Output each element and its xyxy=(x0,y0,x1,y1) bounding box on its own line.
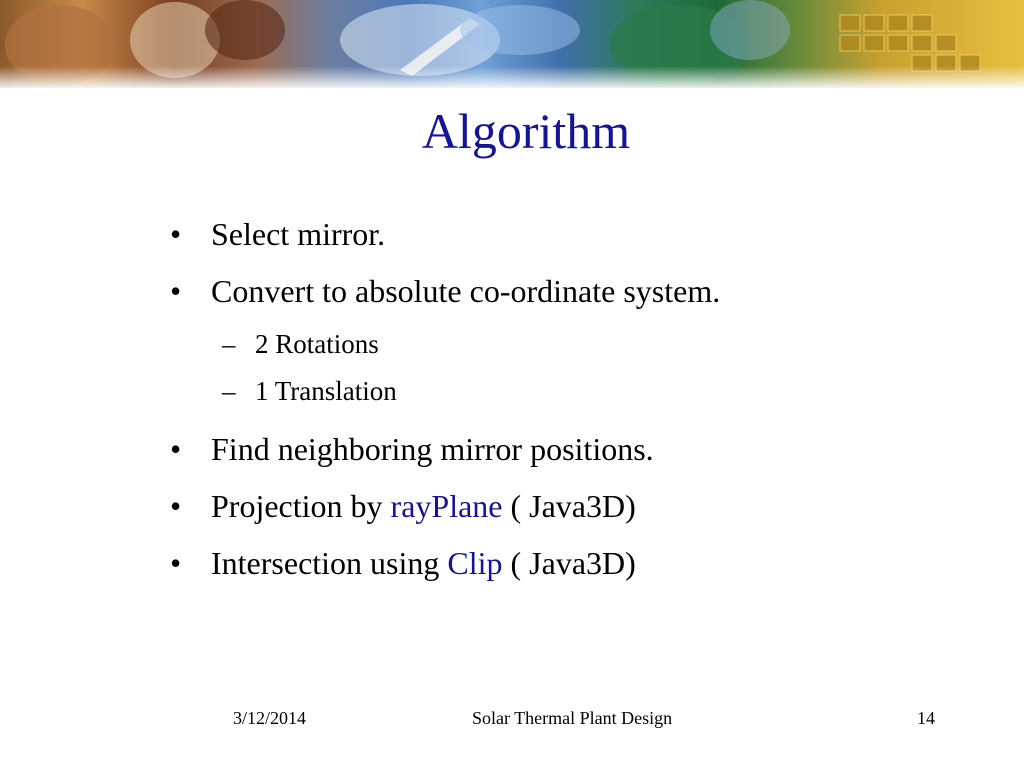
slide-title: Algorithm xyxy=(421,103,631,159)
highlight-term-rayplane: rayPlane xyxy=(390,488,503,524)
footer-date: 3/12/2014 xyxy=(233,708,307,728)
highlight-term-clip: Clip xyxy=(447,545,503,581)
bullet-point-icon: • xyxy=(170,545,182,581)
footer-title: Solar Thermal Plant Design xyxy=(472,708,673,728)
sub-bullet-text: 1 Translation xyxy=(255,376,397,406)
bullet-point-icon: • xyxy=(170,431,182,467)
dash-icon: – xyxy=(222,329,236,359)
bullet-item xyxy=(170,271,720,311)
bullet-text-suffix: ( Java3D) xyxy=(502,545,636,581)
bullet-text: Select mirror. xyxy=(211,216,386,252)
space-montage-banner-image xyxy=(0,0,1024,88)
footer-page-number: 14 xyxy=(917,708,935,728)
bullet-list xyxy=(170,214,720,600)
dash-icon: – xyxy=(222,376,236,406)
bullet-item xyxy=(170,486,720,526)
bullet-point-icon: • xyxy=(170,216,182,252)
bullet-text: Convert to absolute co-ordinate system. xyxy=(211,273,721,309)
bullet-item xyxy=(170,429,720,469)
sub-bullet-item xyxy=(170,375,720,407)
bullet-text: Find neighboring mirror positions. xyxy=(211,431,654,467)
bullet-text-suffix: ( Java3D) xyxy=(502,488,636,524)
bullet-point-icon: • xyxy=(170,273,182,309)
sub-bullet-text: 2 Rotations xyxy=(255,329,379,359)
sub-bullet-item xyxy=(170,328,720,360)
bullet-item xyxy=(170,543,720,583)
bullet-item xyxy=(170,214,720,254)
bullet-text-prefix: Projection by xyxy=(211,488,391,524)
bullet-text-prefix: Intersection using xyxy=(211,545,448,581)
bullet-point-icon: • xyxy=(170,488,182,524)
